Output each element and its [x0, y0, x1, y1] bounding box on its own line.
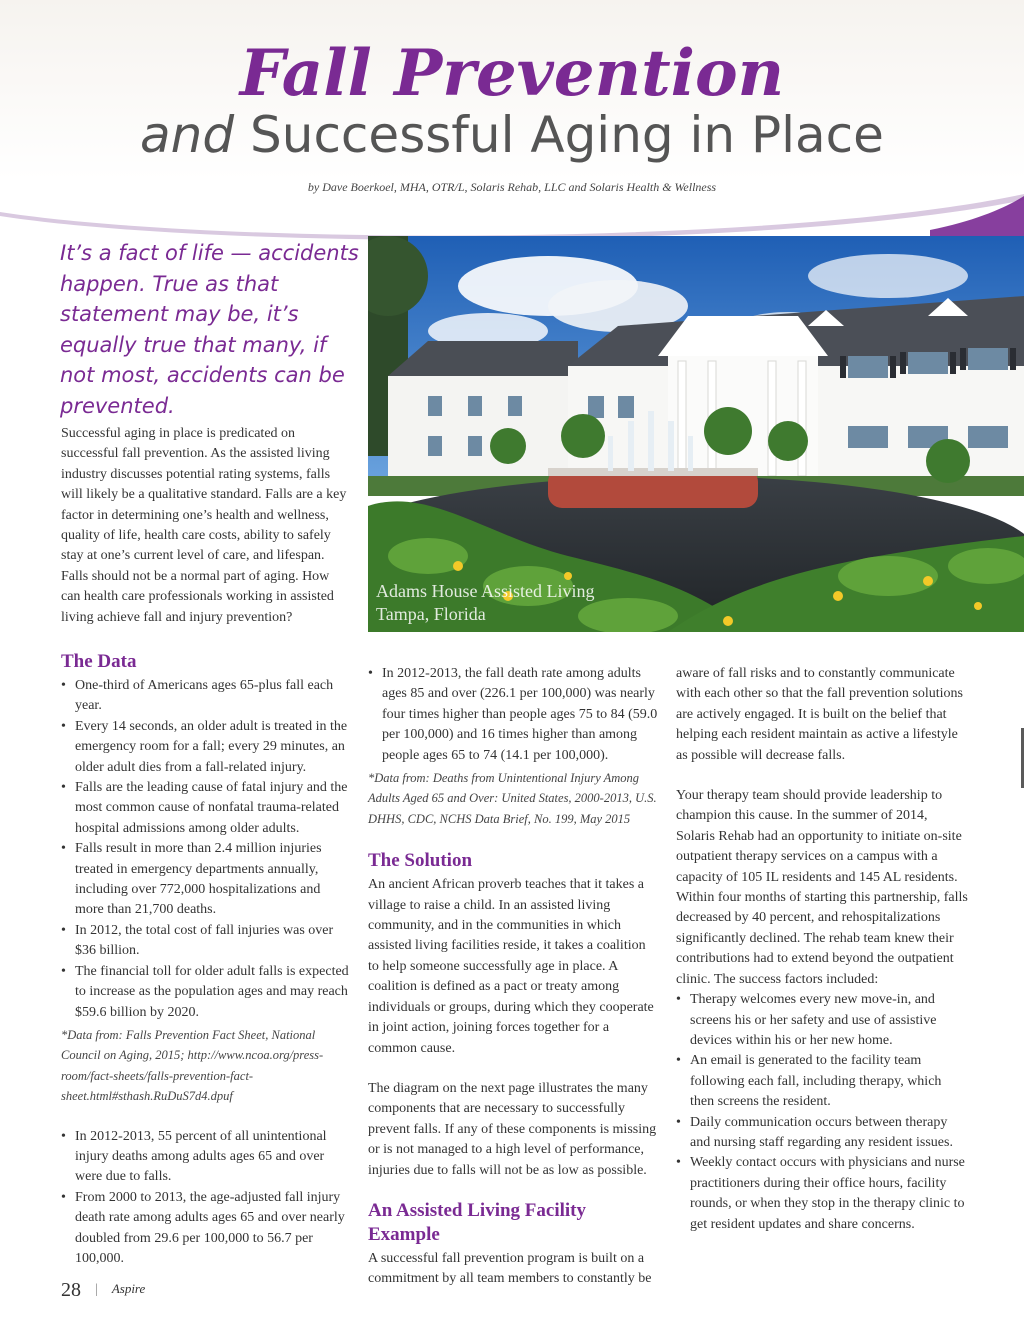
list-item: • Every 14 seconds, an older adult is treated in the emergency room for a fall; every 29 minutes, an older adult dies from a fall-related injury. [61, 717, 351, 778]
pull-quote: It’s a fact of life — accidents happen. True as that statement may be, it’s equally true that many, if not most, accidents can be prevented. [60, 241, 359, 418]
subtitle-and: and [140, 106, 235, 164]
data-bullet-list-2 [61, 1127, 351, 1270]
list-item: • The financial toll for older adult falls is expected to increase as the population ages and may reach $59.6 billion by 2020. [61, 962, 351, 1023]
page-footer [61, 1279, 145, 1302]
spacer [368, 829, 658, 849]
source-note: *Data from: Falls Prevention Fact Sheet, National Council on Aging, 2015; http://www.ncoa.org/press-room/fact-sheets/falls-prevention-fact-sheet.html#sthash.RuDuS7d4.dpuf [61, 1027, 324, 1104]
data-bullet-list [61, 676, 351, 1023]
spacer [61, 1107, 351, 1127]
list-item: • Falls are the leading cause of fatal injury and the most common cause of nonfatal trauma-related hospital admissions among older adults. [61, 778, 351, 839]
page-number: 28 [61, 1279, 81, 1301]
header-swoosh [0, 150, 1024, 250]
solution-paragraph-1: An ancient African proverb teaches that it takes a village to raise a child. In an assisted living community, and in the communities in which assisted living facilities reside, it takes a coalition to help someone successfully age in place. A coalition is defined as a pact or treaty among individuals or groups, during which they cooperate in joint action, joining forces together for a common cause. [368, 877, 654, 1056]
column-1 [61, 650, 351, 1269]
list-item: • In 2012-2013, the fall death rate among adults ages 85 and over (226.1 per 100,000) was nearly four times higher than people ages 75 to 84 (59.0 per 100,000) and 16 times higher than among people ages 65 to 74 (14.1 per 100,000). [368, 664, 658, 766]
success-factors-list [676, 990, 968, 1235]
photo-caption-line2: Tampa, Florida [376, 604, 486, 624]
example-paragraph-1-start: A successful fall prevention program is built on a commitment by all team members to constantly be [368, 1250, 652, 1287]
building-illustration [368, 236, 1024, 632]
section-heading-data: The Data [61, 651, 137, 672]
article-title: Fall Prevention [239, 36, 785, 111]
solution-paragraph-2: The diagram on the next page illustrates the many components that are necessary to successfully prevent falls. If any of these components is missing or is not managed to a high level of performance, injuries due to falls will not be as low as possible. [368, 1080, 657, 1178]
photo-caption-line1: Adams House Assisted Living [376, 581, 595, 601]
column-2 [368, 664, 658, 1290]
photo-caption [376, 580, 595, 626]
example-paragraph-1-cont: aware of fall risks and to constantly communicate with each other so that the fall prevention solutions are actively engaged. It is built on the belief that helping each resident maintain as active a lifestyle as possible will decrease falls. [676, 666, 963, 763]
spacer [676, 766, 968, 786]
source-note: *Data from: Deaths from Unintentional Injury Among Adults Aged 65 and Over: United States, 2000-2013, U.S. DHHS, CDC, NCHS Data Brief, No. 199, May 2015 [368, 771, 657, 826]
list-item: • Falls result in more than 2.4 million injuries treated in emergency departments annually, including over 772,000 hospitalizations and more than 21,700 deaths. [61, 839, 351, 921]
list-item: • Daily communication occurs between therapy and nursing staff regarding any resident issues. [676, 1113, 968, 1154]
data-bullet-list-3 [368, 664, 658, 766]
list-item: • One-third of Americans ages 65-plus fall each year. [61, 676, 351, 717]
list-item: • Weekly contact occurs with physicians and nurse practitioners during their office hours, facility rounds, or when they stop in the therapy clinic to get resident updates and share concerns. [676, 1153, 968, 1235]
footer-separator: | [95, 1282, 98, 1297]
example-paragraph-2: Your therapy team should provide leadership to champion this cause. In the summer of 2014, Solaris Rehab had an opportunity to initiate on-site outpatient therapy services on a campus with a capacity of 105 IL residents and 145 AL residents. Within four months of starting this partnership, falls decreased by 40 percent, and rehospitalizations significantly declined. The rehab team knew their contributions had to extend beyond the outpatient clinic. The success factors included: [676, 788, 968, 987]
building-photo [368, 236, 1024, 632]
publication-name: Aspire [111, 1281, 146, 1296]
section-heading-solution: The Solution [368, 850, 473, 872]
intro-paragraph: Successful aging in place is predicated on successful fall prevention. As the assisted living industry discusses potential rating systems, falls will likely be a qualitative standard. Falls are a key factor in determining one’s health and wellness, quality of life, health care costs, ability to safely stay at one’s current level of care, and lifespan. Falls should not be a normal part of aging. How can health care professionals working in assisted living achieve fall and injury prevention? [61, 426, 347, 625]
list-item: • In 2012-2013, 55 percent of all unintentional injury deaths among adults ages 65 and over were due to falls. [61, 1127, 351, 1188]
list-item: • An email is generated to the facility team following each fall, including therapy, which then screens the resident. [676, 1051, 968, 1112]
spacer [368, 1059, 658, 1079]
byline: by Dave Boerkoel, MHA, OTR/L, Solaris Rehab, LLC and Solaris Health & Wellness [307, 180, 717, 194]
list-item: • From 2000 to 2013, the age-adjusted fall injury death rate among adults ages 65 and over nearly doubled from 29.6 per 100,000 to 56.7 per 100,000. [61, 1188, 351, 1270]
list-item: • In 2012, the total cost of fall injuries was over $36 billion. [61, 921, 351, 962]
section-heading-example: An Assisted Living Facility Example [368, 1199, 586, 1245]
list-item: • Therapy welcomes every new move-in, and screens his or her safety and use of assistive devices within his or her new home. [676, 990, 968, 1051]
spacer [368, 1181, 658, 1199]
column-3 [676, 664, 968, 1235]
subtitle-rest: Successful Aging in Place [234, 106, 884, 164]
article-subtitle [0, 106, 1024, 164]
